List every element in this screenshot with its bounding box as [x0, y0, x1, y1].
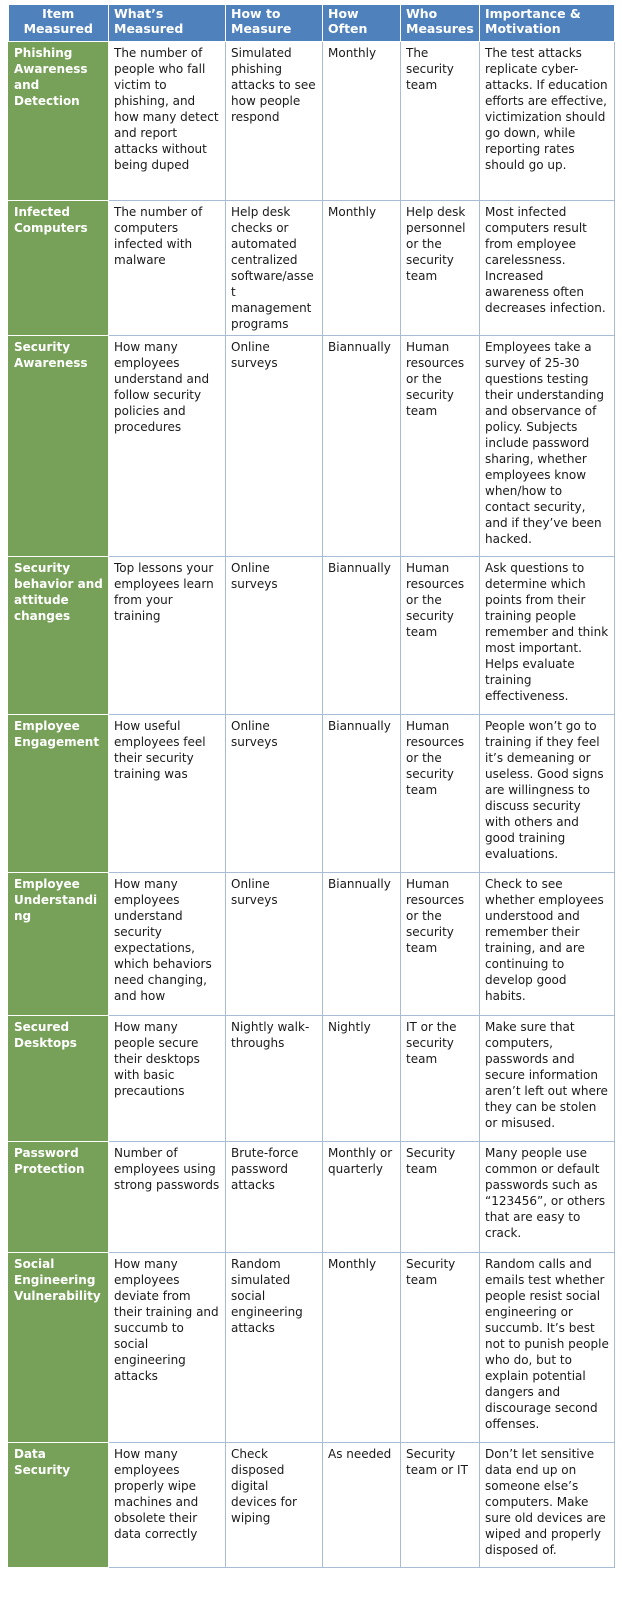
- often-cell: As needed: [323, 1443, 401, 1568]
- what-cell: How many employees deviate from their training and succumb to social engineering attacks: [109, 1253, 226, 1443]
- header-how-often: How Often: [323, 5, 401, 42]
- item-cell: Security Awareness: [9, 336, 109, 557]
- item-cell: Employee Understanding: [9, 873, 109, 1016]
- table-row: [9, 1443, 615, 1568]
- header-row: [9, 5, 615, 42]
- who-cell: Human resources or the security team: [401, 336, 480, 557]
- what-cell: How many people secure their desktops with basic precautions: [109, 1016, 226, 1142]
- often-cell: Nightly: [323, 1016, 401, 1142]
- what-cell: The number of people who fall victim to phishing, and how many detect and report attacks without being duped: [109, 42, 226, 201]
- who-cell: Human resources or the security team: [401, 873, 480, 1016]
- how-cell: Simulated phishing attacks to see how people respond: [226, 42, 323, 201]
- often-cell: Biannually: [323, 336, 401, 557]
- table-row: [9, 557, 615, 715]
- what-cell: How many employees properly wipe machines and obsolete their data correctly: [109, 1443, 226, 1568]
- item-cell: Security behavior and attitude changes: [9, 557, 109, 715]
- importance-cell: Employees take a survey of 25-30 questions testing their understanding and observance of policy. Subjects include password sharing, whether employees know when/how to contact security, and if they’ve been hacked.: [480, 336, 615, 557]
- item-cell: Infected Computers: [9, 201, 109, 336]
- how-cell: Online surveys: [226, 715, 323, 873]
- table-row: [9, 715, 615, 873]
- often-cell: Monthly or quarterly: [323, 1142, 401, 1253]
- importance-cell: Many people use common or default passwords such as “123456”, or others that are easy to crack.: [480, 1142, 615, 1253]
- how-cell: Online surveys: [226, 557, 323, 715]
- how-cell: Random simulated social engineering attacks: [226, 1253, 323, 1443]
- item-cell: Data Security: [9, 1443, 109, 1568]
- who-cell: Human resources or the security team: [401, 715, 480, 873]
- item-cell: Social Engineering Vulnerability: [9, 1253, 109, 1443]
- what-cell: The number of computers infected with malware: [109, 201, 226, 336]
- often-cell: Biannually: [323, 873, 401, 1016]
- what-cell: How many employees understand security expectations, which behaviors need changing, and how: [109, 873, 226, 1016]
- item-cell: Password Protection: [9, 1142, 109, 1253]
- importance-cell: Random calls and emails test whether people resist social engineering or succumb. It’s best not to punish people who do, but to explain potential dangers and discourage second offenses.: [480, 1253, 615, 1443]
- importance-cell: Most infected computers result from employee carelessness. Increased awareness often decreases infection.: [480, 201, 615, 336]
- table-row: [9, 1142, 615, 1253]
- what-cell: How many employees understand and follow security policies and procedures: [109, 336, 226, 557]
- header-whats-measured: What’s Measured: [109, 5, 226, 42]
- table-row: [9, 1016, 615, 1142]
- often-cell: Monthly: [323, 1253, 401, 1443]
- table-row: [9, 873, 615, 1016]
- header-item-measured: Item Measured: [9, 5, 109, 42]
- what-cell: How useful employees feel their security training was: [109, 715, 226, 873]
- how-cell: Check disposed digital devices for wiping: [226, 1443, 323, 1568]
- who-cell: Security team: [401, 1253, 480, 1443]
- measurement-table: [8, 5, 615, 1568]
- header-importance-motivation: Importance & Motivation: [480, 5, 615, 42]
- who-cell: The security team: [401, 42, 480, 201]
- how-cell: Brute-force password attacks: [226, 1142, 323, 1253]
- how-cell: Online surveys: [226, 336, 323, 557]
- who-cell: IT or the security team: [401, 1016, 480, 1142]
- item-cell: Secured Desktops: [9, 1016, 109, 1142]
- who-cell: Human resources or the security team: [401, 557, 480, 715]
- often-cell: Monthly: [323, 201, 401, 336]
- importance-cell: Don’t let sensitive data end up on someone else’s computers. Make sure old devices are wiped and properly disposed of.: [480, 1443, 615, 1568]
- what-cell: Top lessons your employees learn from your training: [109, 557, 226, 715]
- importance-cell: Ask questions to determine which points from their training people remember and think most important. Helps evaluate training effectiveness.: [480, 557, 615, 715]
- table-row: [9, 201, 615, 336]
- who-cell: Security team: [401, 1142, 480, 1253]
- table-row: [9, 1253, 615, 1443]
- how-cell: Nightly walk-throughs: [226, 1016, 323, 1142]
- often-cell: Biannually: [323, 715, 401, 873]
- who-cell: Security team or IT: [401, 1443, 480, 1568]
- what-cell: Number of employees using strong passwords: [109, 1142, 226, 1253]
- importance-cell: Check to see whether employees understood and remember their training, and are continuing to develop good habits.: [480, 873, 615, 1016]
- header-who-measures: Who Measures: [401, 5, 480, 42]
- often-cell: Monthly: [323, 42, 401, 201]
- often-cell: Biannually: [323, 557, 401, 715]
- importance-cell: The test attacks replicate cyber-attacks. If education efforts are effective, victimization should go down, while reporting rates should go up.: [480, 42, 615, 201]
- who-cell: Help desk personnel or the security team: [401, 201, 480, 336]
- how-cell: Online surveys: [226, 873, 323, 1016]
- importance-cell: People won’t go to training if they feel it’s demeaning or useless. Good signs are willingness to discuss security with others and good training evaluations.: [480, 715, 615, 873]
- how-cell: Help desk checks or automated centralized software/asset management programs: [226, 201, 323, 336]
- item-cell: Phishing Awareness and Detection: [9, 42, 109, 201]
- importance-cell: Make sure that computers, passwords and secure information aren’t left out where they can be stolen or misused.: [480, 1016, 615, 1142]
- header-how-to-measure: How to Measure: [226, 5, 323, 42]
- item-cell: Employee Engagement: [9, 715, 109, 873]
- table-row: [9, 336, 615, 557]
- table-row: [9, 42, 615, 201]
